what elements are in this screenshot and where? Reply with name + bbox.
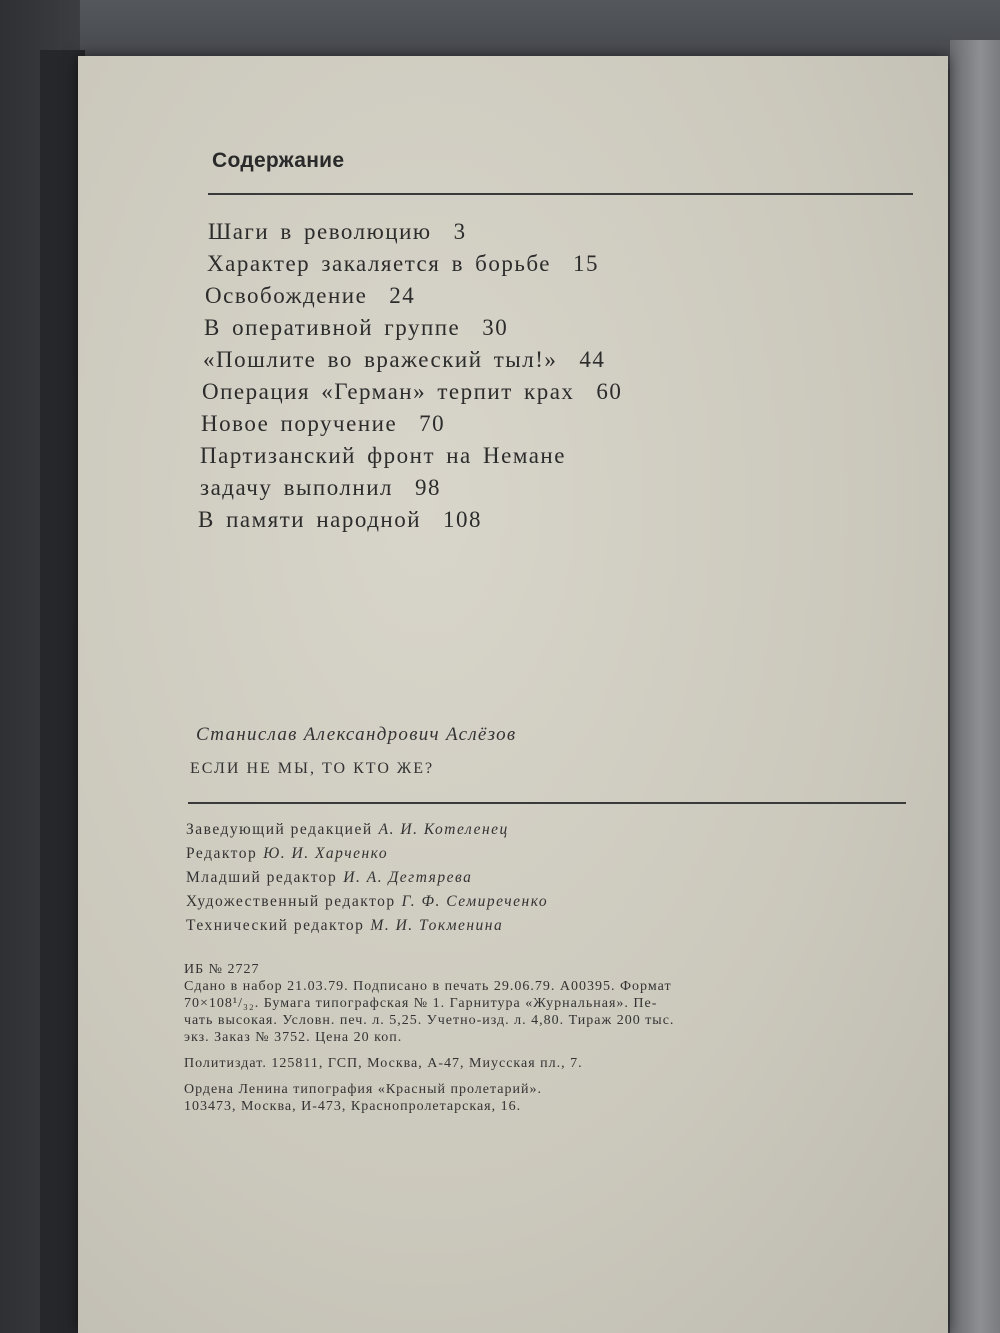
toc-entry-title: Характер закаляется в борьбе [207, 251, 551, 276]
credit-line [186, 890, 826, 914]
credit-role: Редактор [186, 845, 258, 862]
credit-name: И. А. Дегтярева [343, 869, 473, 886]
credits-divider [188, 802, 906, 804]
credit-line [186, 818, 826, 842]
credits-list [186, 818, 826, 938]
toc-entry [198, 312, 878, 344]
toc-entry-page: 3 [453, 219, 467, 244]
credit-role: Заведующий редакцией [186, 821, 373, 838]
credit-line [186, 866, 826, 890]
credit-name: А. И. Котеленец [378, 821, 509, 838]
toc-list [198, 216, 878, 536]
toc-entry [198, 280, 878, 312]
toc-entry-page: 98 [415, 475, 441, 500]
toc-entry-title: В памяти народной [198, 507, 422, 532]
toc-entry-title: Новое поручение [201, 411, 398, 436]
imprint-ib-number: ИБ № 2727 [184, 962, 260, 977]
imprint-block [184, 961, 914, 1115]
credit-line [186, 914, 826, 938]
imprint-publisher: Политиздат. 125811, ГСП, Москва, А-47, Миусская пл., 7. [184, 1056, 583, 1071]
book-page [78, 56, 948, 1333]
toc-entry [198, 376, 878, 408]
imprint-line: чать высокая. Условн. печ. л. 5,25. Учетно-изд. л. 4,80. Тираж 200 тыс. [184, 1013, 675, 1028]
imprint-line: Сдано в набор 21.03.79. Подписано в печать 29.06.79. А00395. Формат [184, 979, 672, 994]
credit-role: Технический редактор [186, 917, 365, 934]
toc-entry [198, 440, 878, 504]
toc-entry-page: 30 [482, 315, 509, 340]
toc-entry-page: 108 [443, 507, 483, 532]
toc-entry-title: Шаги в революцию [208, 219, 432, 244]
toc-entry [198, 504, 878, 536]
toc-entry [198, 408, 878, 440]
toc-entry-page: 24 [389, 283, 416, 308]
toc-heading: Содержание [212, 149, 345, 172]
toc-entry [198, 248, 878, 280]
toc-entry-title-line1: Партизанский фронт на Немане [200, 443, 566, 468]
toc-entry-page: 15 [572, 251, 599, 276]
toc-entry-title: Освобождение [205, 283, 368, 308]
toc-entry-title: «Пошлите во вражеский тыл!» [203, 347, 558, 372]
toc-entry-title-line2: задачу выполнил [200, 475, 393, 500]
credit-line [186, 842, 826, 866]
toc-entry [198, 216, 878, 248]
toc-entry-title: Операция «Герман» терпит крах [202, 379, 575, 404]
toc-entry-page: 70 [419, 411, 446, 436]
credit-name: Г. Ф. Семиреченко [401, 893, 549, 910]
credit-name: М. И. Токменина [370, 917, 504, 934]
toc-entry-title: В оперативной группе [204, 315, 461, 340]
toc-divider [208, 193, 913, 195]
toc-entry [198, 344, 878, 376]
credit-name: Ю. И. Харченко [263, 845, 389, 862]
imprint-printer: Ордена Ленина типография «Красный пролетарий». [184, 1082, 542, 1097]
credit-role: Младший редактор [186, 869, 338, 886]
toc-entry-page: 44 [579, 347, 606, 372]
toc-entry-page: 60 [596, 379, 623, 404]
imprint-line: 70×108¹/₃₂. Бумага типографская № 1. Гарнитура «Журнальная». Пе- [184, 996, 658, 1011]
page-stack-edge [950, 40, 1000, 1333]
book-title: ЕСЛИ НЕ МЫ, ТО КТО ЖЕ? [190, 760, 435, 777]
author-name: Станислав Александрович Аслёзов [196, 724, 517, 745]
credit-role: Художественный редактор [186, 893, 396, 910]
imprint-printer-address: 103473, Москва, И-473, Краснопролетарская, 16. [184, 1099, 522, 1114]
imprint-line: экз. Заказ № 3752. Цена 20 коп. [184, 1030, 403, 1045]
